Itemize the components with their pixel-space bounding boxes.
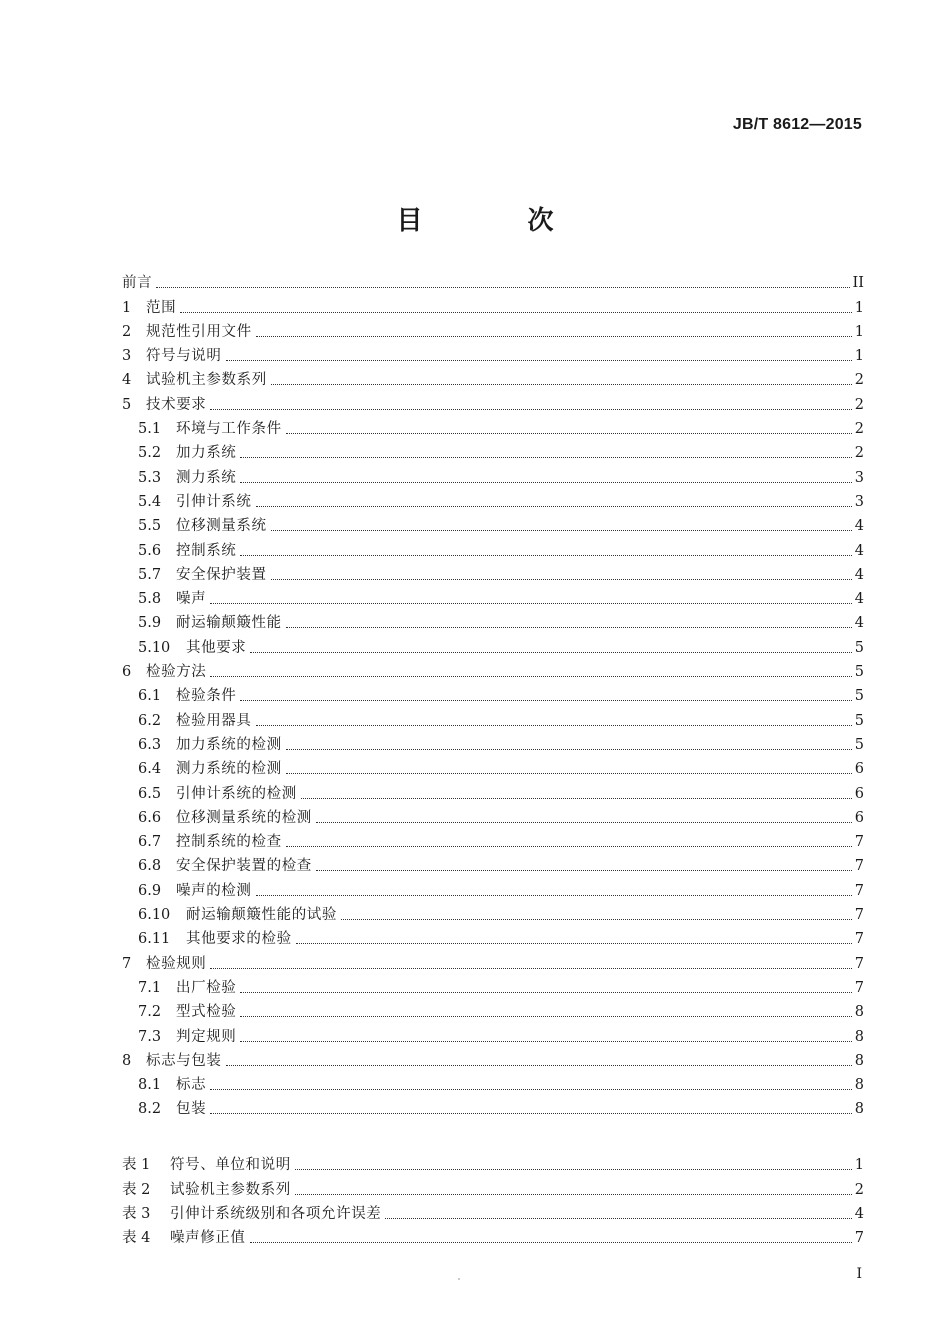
toc-entry-page: 5 (854, 736, 864, 753)
toc-entry-page: 3 (854, 493, 864, 510)
toc-entry-label: 引伸计系统 (176, 493, 252, 510)
toc-entry-page: 8 (854, 1077, 864, 1094)
toc-entry-page: 1 (854, 348, 864, 365)
toc-entry-number: 8.2 (138, 1101, 162, 1118)
dot-leader (286, 748, 852, 750)
toc-entry-label: 环境与工作条件 (176, 421, 282, 438)
toc-entry[interactable] (122, 535, 864, 559)
toc-entry-label: 范围 (146, 299, 177, 316)
toc-entry-page: 4 (854, 591, 864, 608)
dot-leader (256, 505, 852, 507)
toc-entry-page: 5 (854, 688, 864, 705)
toc-entry-number: 5 (122, 396, 132, 413)
toc-entry-label: 判定规则 (176, 1028, 237, 1045)
toc-entry-page: 7 (854, 907, 864, 924)
toc-entry-page: 2 (854, 372, 864, 389)
toc-entry-number: 6.10 (138, 907, 171, 924)
dot-leader (240, 991, 851, 993)
toc-entry[interactable] (122, 341, 864, 365)
toc-entry-page: 7 (854, 858, 864, 875)
toc-entry[interactable] (122, 924, 864, 948)
toc-entry-label: 控制系统 (176, 542, 237, 559)
toc-entry-number: 6.3 (138, 736, 162, 753)
toc-entry-number: 7 (122, 955, 132, 972)
toc-entry[interactable] (122, 1046, 864, 1070)
dot-leader (240, 456, 851, 458)
toc-entry-number: 5.4 (138, 493, 162, 510)
toc-entry-page: 1 (854, 1157, 864, 1174)
toc-entry-label: 试验机主参数系列 (170, 1181, 291, 1198)
table-list-entry[interactable] (122, 1199, 864, 1223)
toc-entry-number: 6.11 (138, 931, 171, 948)
dot-leader (286, 772, 852, 774)
dot-leader (286, 432, 852, 434)
table-of-contents (122, 268, 864, 1118)
toc-entry-number: 6.6 (138, 809, 162, 826)
toc-entry-label: 其他要求 (186, 639, 247, 656)
toc-entry-page: 4 (854, 518, 864, 535)
dot-leader (301, 797, 852, 799)
toc-entry-label: 检验用器具 (176, 712, 252, 729)
toc-entry-label: 检验方法 (146, 664, 207, 681)
toc-entry[interactable] (122, 730, 864, 754)
toc-entry[interactable] (122, 414, 864, 438)
dot-leader (385, 1217, 851, 1219)
toc-entry-page: II (852, 275, 864, 292)
dot-leader (210, 967, 851, 969)
dot-leader (271, 529, 852, 531)
toc-entry-page: 5 (854, 664, 864, 681)
toc-entry-number: 6.7 (138, 834, 162, 851)
toc-entry-number: 5.7 (138, 566, 162, 583)
dot-leader (210, 408, 851, 410)
toc-entry[interactable] (122, 657, 864, 681)
toc-entry-number: 6.8 (138, 858, 162, 875)
toc-entry[interactable] (122, 584, 864, 608)
toc-entry[interactable] (122, 851, 864, 875)
dot-leader (256, 724, 852, 726)
dot-leader (156, 286, 849, 288)
dot-leader (256, 335, 852, 337)
toc-entry-page: 4 (854, 1205, 864, 1222)
dot-leader (240, 699, 851, 701)
toc-entry[interactable] (122, 560, 864, 584)
dot-leader (250, 1241, 852, 1243)
toc-entry[interactable] (122, 778, 864, 802)
toc-entry-page: 7 (854, 955, 864, 972)
toc-entry[interactable] (122, 487, 864, 511)
dot-leader (226, 1064, 852, 1066)
toc-entry-number: 2 (122, 323, 132, 340)
standard-code: JB/T 8612—2015 (732, 116, 862, 133)
dot-leader (250, 651, 851, 653)
dot-leader (341, 918, 852, 920)
toc-entry-label: 测力系统的检测 (176, 761, 282, 778)
scan-speck (458, 1278, 460, 1280)
dot-leader (286, 845, 852, 847)
toc-entry-page: 7 (854, 979, 864, 996)
toc-entry[interactable] (122, 681, 864, 705)
toc-entry-number: 5.2 (138, 445, 162, 462)
toc-entry-page: 4 (854, 566, 864, 583)
dot-leader (210, 1112, 852, 1114)
toc-entry[interactable] (122, 803, 864, 827)
toc-entry-label: 标志 (176, 1077, 207, 1094)
toc-entry-number: 6.1 (138, 688, 162, 705)
toc-entry-label: 引伸计系统级别和各项允许误差 (170, 1205, 382, 1222)
list-of-tables (122, 1150, 864, 1247)
toc-entry-label: 包装 (176, 1101, 207, 1118)
page-title: 目 次 (396, 206, 602, 236)
toc-entry[interactable] (122, 438, 864, 462)
toc-entry[interactable] (122, 511, 864, 535)
toc-entry-number: 6.5 (138, 785, 162, 802)
table-list-entry[interactable] (122, 1150, 864, 1174)
toc-entry[interactable] (122, 1070, 864, 1094)
toc-entry-page: 7 (854, 834, 864, 851)
toc-entry[interactable] (122, 462, 864, 486)
toc-entry[interactable] (122, 973, 864, 997)
toc-entry-page: 7 (854, 931, 864, 948)
dot-leader (316, 869, 852, 871)
toc-entry[interactable] (122, 317, 864, 341)
toc-entry-number: 5.3 (138, 469, 162, 486)
toc-entry-page: 8 (854, 1052, 864, 1069)
toc-entry-label: 规范性引用文件 (146, 323, 252, 340)
toc-entry-label: 安全保护装置的检查 (176, 858, 312, 875)
toc-entry-page: 3 (854, 469, 864, 486)
toc-entry[interactable] (122, 608, 864, 632)
toc-entry-page: 2 (854, 1181, 864, 1198)
toc-entry[interactable] (122, 754, 864, 778)
toc-entry-label: 加力系统的检测 (176, 736, 282, 753)
toc-entry-page: 1 (854, 323, 864, 340)
toc-entry-number: 7.2 (138, 1004, 162, 1021)
toc-entry-number: 表 1 (122, 1157, 151, 1174)
toc-entry-label: 引伸计系统的检测 (176, 785, 297, 802)
toc-entry-number: 表 4 (122, 1230, 151, 1247)
toc-entry-label: 检验条件 (176, 688, 237, 705)
toc-entry[interactable] (122, 900, 864, 924)
toc-entry-label: 其他要求的检验 (186, 931, 292, 948)
toc-entry-label: 测力系统 (176, 469, 237, 486)
toc-entry-label: 噪声 (176, 591, 207, 608)
dot-leader (295, 1193, 852, 1195)
toc-entry-label: 技术要求 (146, 396, 207, 413)
toc-entry-label: 噪声的检测 (176, 882, 252, 899)
dot-leader (296, 942, 852, 944)
toc-entry-number: 7.3 (138, 1028, 162, 1045)
toc-entry-number: 5.6 (138, 542, 162, 559)
toc-entry[interactable] (122, 268, 864, 292)
toc-entry-number: 6.4 (138, 761, 162, 778)
page-number: I (856, 1266, 862, 1282)
toc-entry[interactable] (122, 997, 864, 1021)
dot-leader (210, 675, 851, 677)
toc-entry-page: 4 (854, 542, 864, 559)
toc-entry-number: 6.2 (138, 712, 162, 729)
toc-entry-label: 位移测量系统 (176, 518, 267, 535)
toc-entry-number: 3 (122, 348, 132, 365)
toc-entry-page: 4 (854, 615, 864, 632)
dot-leader (210, 1088, 852, 1090)
toc-entry-page: 5 (854, 712, 864, 729)
toc-entry-number: 5.8 (138, 591, 162, 608)
toc-entry[interactable] (122, 292, 864, 316)
toc-entry-number: 1 (122, 299, 132, 316)
toc-entry-page: 6 (854, 785, 864, 802)
toc-entry-label: 符号与说明 (146, 348, 222, 365)
toc-entry-page: 1 (854, 299, 864, 316)
dot-leader (271, 383, 852, 385)
toc-entry[interactable] (122, 705, 864, 729)
toc-entry-number: 7.1 (138, 979, 162, 996)
toc-entry[interactable] (122, 875, 864, 899)
dot-leader (210, 602, 852, 604)
toc-entry-label: 加力系统 (176, 445, 237, 462)
toc-entry-label: 符号、单位和说明 (170, 1157, 291, 1174)
toc-entry-label: 检验规则 (146, 955, 207, 972)
toc-entry[interactable] (122, 389, 864, 413)
toc-entry[interactable] (122, 632, 864, 656)
toc-entry-number: 表 2 (122, 1181, 151, 1198)
table-list-entry[interactable] (122, 1174, 864, 1198)
dot-leader (256, 894, 852, 896)
toc-entry-number: 4 (122, 372, 132, 389)
toc-entry-label: 前言 (122, 275, 153, 292)
dot-leader (240, 481, 851, 483)
dot-leader (226, 359, 852, 361)
toc-entry-label: 耐运输颠簸性能的试验 (186, 907, 337, 924)
toc-entry-number: 6.9 (138, 882, 162, 899)
toc-entry-number: 5.1 (138, 421, 162, 438)
dot-leader (180, 311, 852, 313)
toc-entry-number: 5.9 (138, 615, 162, 632)
toc-entry[interactable] (122, 1094, 864, 1118)
toc-entry-number: 5.10 (138, 639, 171, 656)
toc-entry-label: 噪声修正值 (170, 1230, 246, 1247)
toc-entry[interactable] (122, 948, 864, 972)
dot-leader (316, 821, 852, 823)
toc-entry-page: 5 (854, 639, 864, 656)
toc-entry-label: 位移测量系统的检测 (176, 809, 312, 826)
toc-entry-number: 表 3 (122, 1205, 151, 1222)
toc-entry-number: 8 (122, 1052, 132, 1069)
toc-entry-number: 5.5 (138, 518, 162, 535)
toc-entry[interactable] (122, 1021, 864, 1045)
dot-leader (295, 1168, 852, 1170)
toc-entry-page: 8 (854, 1028, 864, 1045)
toc-entry-number: 6 (122, 664, 132, 681)
dot-leader (240, 1040, 851, 1042)
toc-entry-label: 型式检验 (176, 1004, 237, 1021)
toc-entry-page: 2 (854, 421, 864, 438)
dot-leader (240, 554, 851, 556)
dot-leader (240, 1015, 851, 1017)
toc-entry-page: 6 (854, 761, 864, 778)
toc-entry-page: 6 (854, 809, 864, 826)
toc-entry-page: 7 (854, 1230, 864, 1247)
toc-entry-page: 2 (854, 445, 864, 462)
toc-entry-label: 耐运输颠簸性能 (176, 615, 282, 632)
toc-entry-label: 出厂检验 (176, 979, 237, 996)
toc-entry-label: 试验机主参数系列 (146, 372, 267, 389)
toc-entry-number: 8.1 (138, 1077, 162, 1094)
toc-entry-page: 2 (854, 396, 864, 413)
dot-leader (286, 626, 852, 628)
table-list-entry[interactable] (122, 1223, 864, 1247)
toc-entry-label: 安全保护装置 (176, 566, 267, 583)
dot-leader (271, 578, 852, 580)
toc-entry[interactable] (122, 365, 864, 389)
toc-entry-label: 标志与包装 (146, 1052, 222, 1069)
toc-entry-page: 8 (854, 1004, 864, 1021)
toc-entry-page: 7 (854, 882, 864, 899)
toc-entry[interactable] (122, 827, 864, 851)
toc-entry-label: 控制系统的检查 (176, 834, 282, 851)
toc-entry-page: 8 (854, 1101, 864, 1118)
